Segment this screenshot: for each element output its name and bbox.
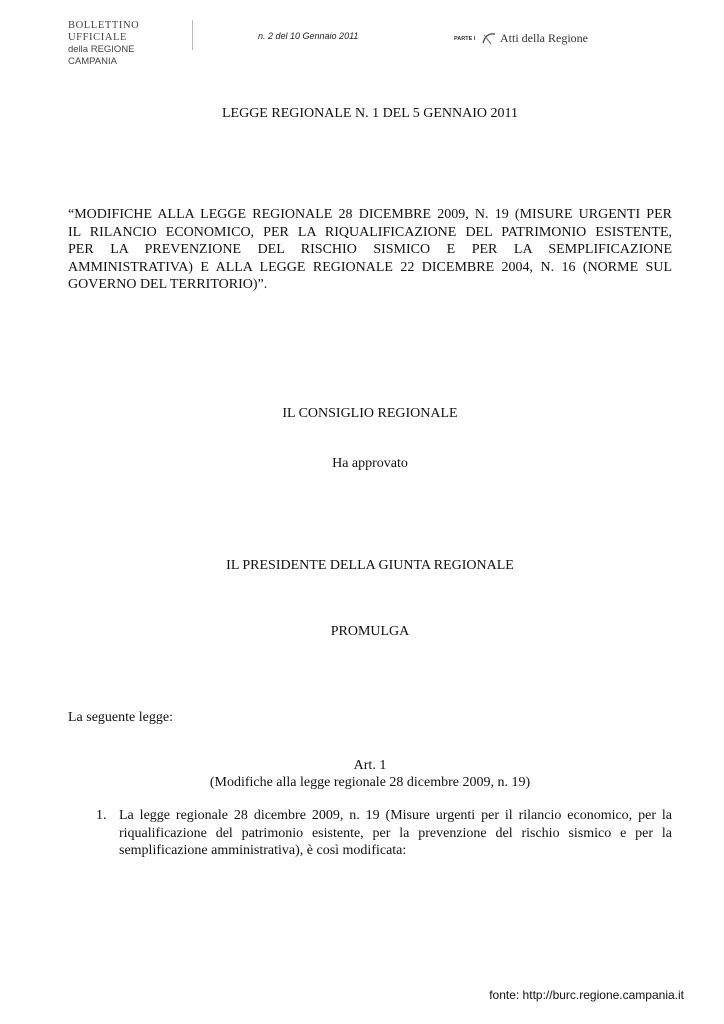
law-subject-line: AMMINISTRATIVA) E ALLA LEGGE REGIONALE 22 DICEMBRE 2004, N. 16 (NORME SUL	[68, 259, 672, 275]
section-title: Atti della Regione	[500, 31, 588, 45]
law-title: LEGGE REGIONALE N. 1 DEL 5 GENNAIO 2011	[221, 106, 519, 121]
bulletin-logo-line1: BOLLETTINO UFFICIALE	[68, 20, 140, 43]
law-subject-line: GOVERNO DEL TERRITORIO)”.	[68, 277, 268, 292]
part-label: PARTE I	[454, 36, 476, 42]
swoosh-icon	[481, 32, 497, 51]
article-number: Art. 1	[353, 758, 387, 773]
law-subject	[68, 206, 672, 294]
law-subject-line: IL RILANCIO ECONOMICO, PER LA RIQUALIFICAZIONE DEL PATRIMONIO ESISTENTE,	[68, 224, 672, 240]
intro-text: La seguente legge:	[68, 710, 173, 725]
source-footer: fonte: http://burc.regione.campania.it	[489, 988, 684, 1002]
law-subject-line: PER LA PREVENZIONE DEL RISCHIO SISMICO E PER LA SEMPLIFICAZIONE	[68, 242, 672, 257]
list-item-line: La legge regionale 28 dicembre 2009, n. 19 (Misure urgenti per il rilancio economico, per la	[119, 808, 672, 823]
bulletin-logo-line2: della REGIONE CAMPANIA	[68, 44, 135, 67]
part-heading	[454, 31, 644, 51]
president-heading: IL PRESIDENTE DELLA GIUNTA REGIONALE	[226, 558, 514, 573]
issue-number: n. 2 del 10 Gennaio 2011	[258, 31, 359, 41]
list-item-text	[119, 807, 672, 860]
promulga-heading: PROMULGA	[330, 624, 410, 639]
bulletin-logo	[68, 20, 193, 67]
approved-text: Ha approvato	[332, 456, 408, 471]
council-heading: IL CONSIGLIO REGIONALE	[282, 406, 458, 421]
list-item-line: riqualificazione del patrimonio esistente, per la prevenzione del rischio sismico e per la	[119, 825, 672, 841]
list-item-line: semplificazione amministrativa), è così modificata:	[119, 843, 407, 858]
law-subject-line: “MODIFICHE ALLA LEGGE REGIONALE 28 DICEMBRE 2009, N. 19 (MISURE URGENTI PER	[68, 207, 672, 222]
article-heading: (Modifiche alla legge regionale 28 dicembre 2009, n. 19)	[209, 775, 531, 790]
list-item-number: 1.	[96, 808, 107, 823]
